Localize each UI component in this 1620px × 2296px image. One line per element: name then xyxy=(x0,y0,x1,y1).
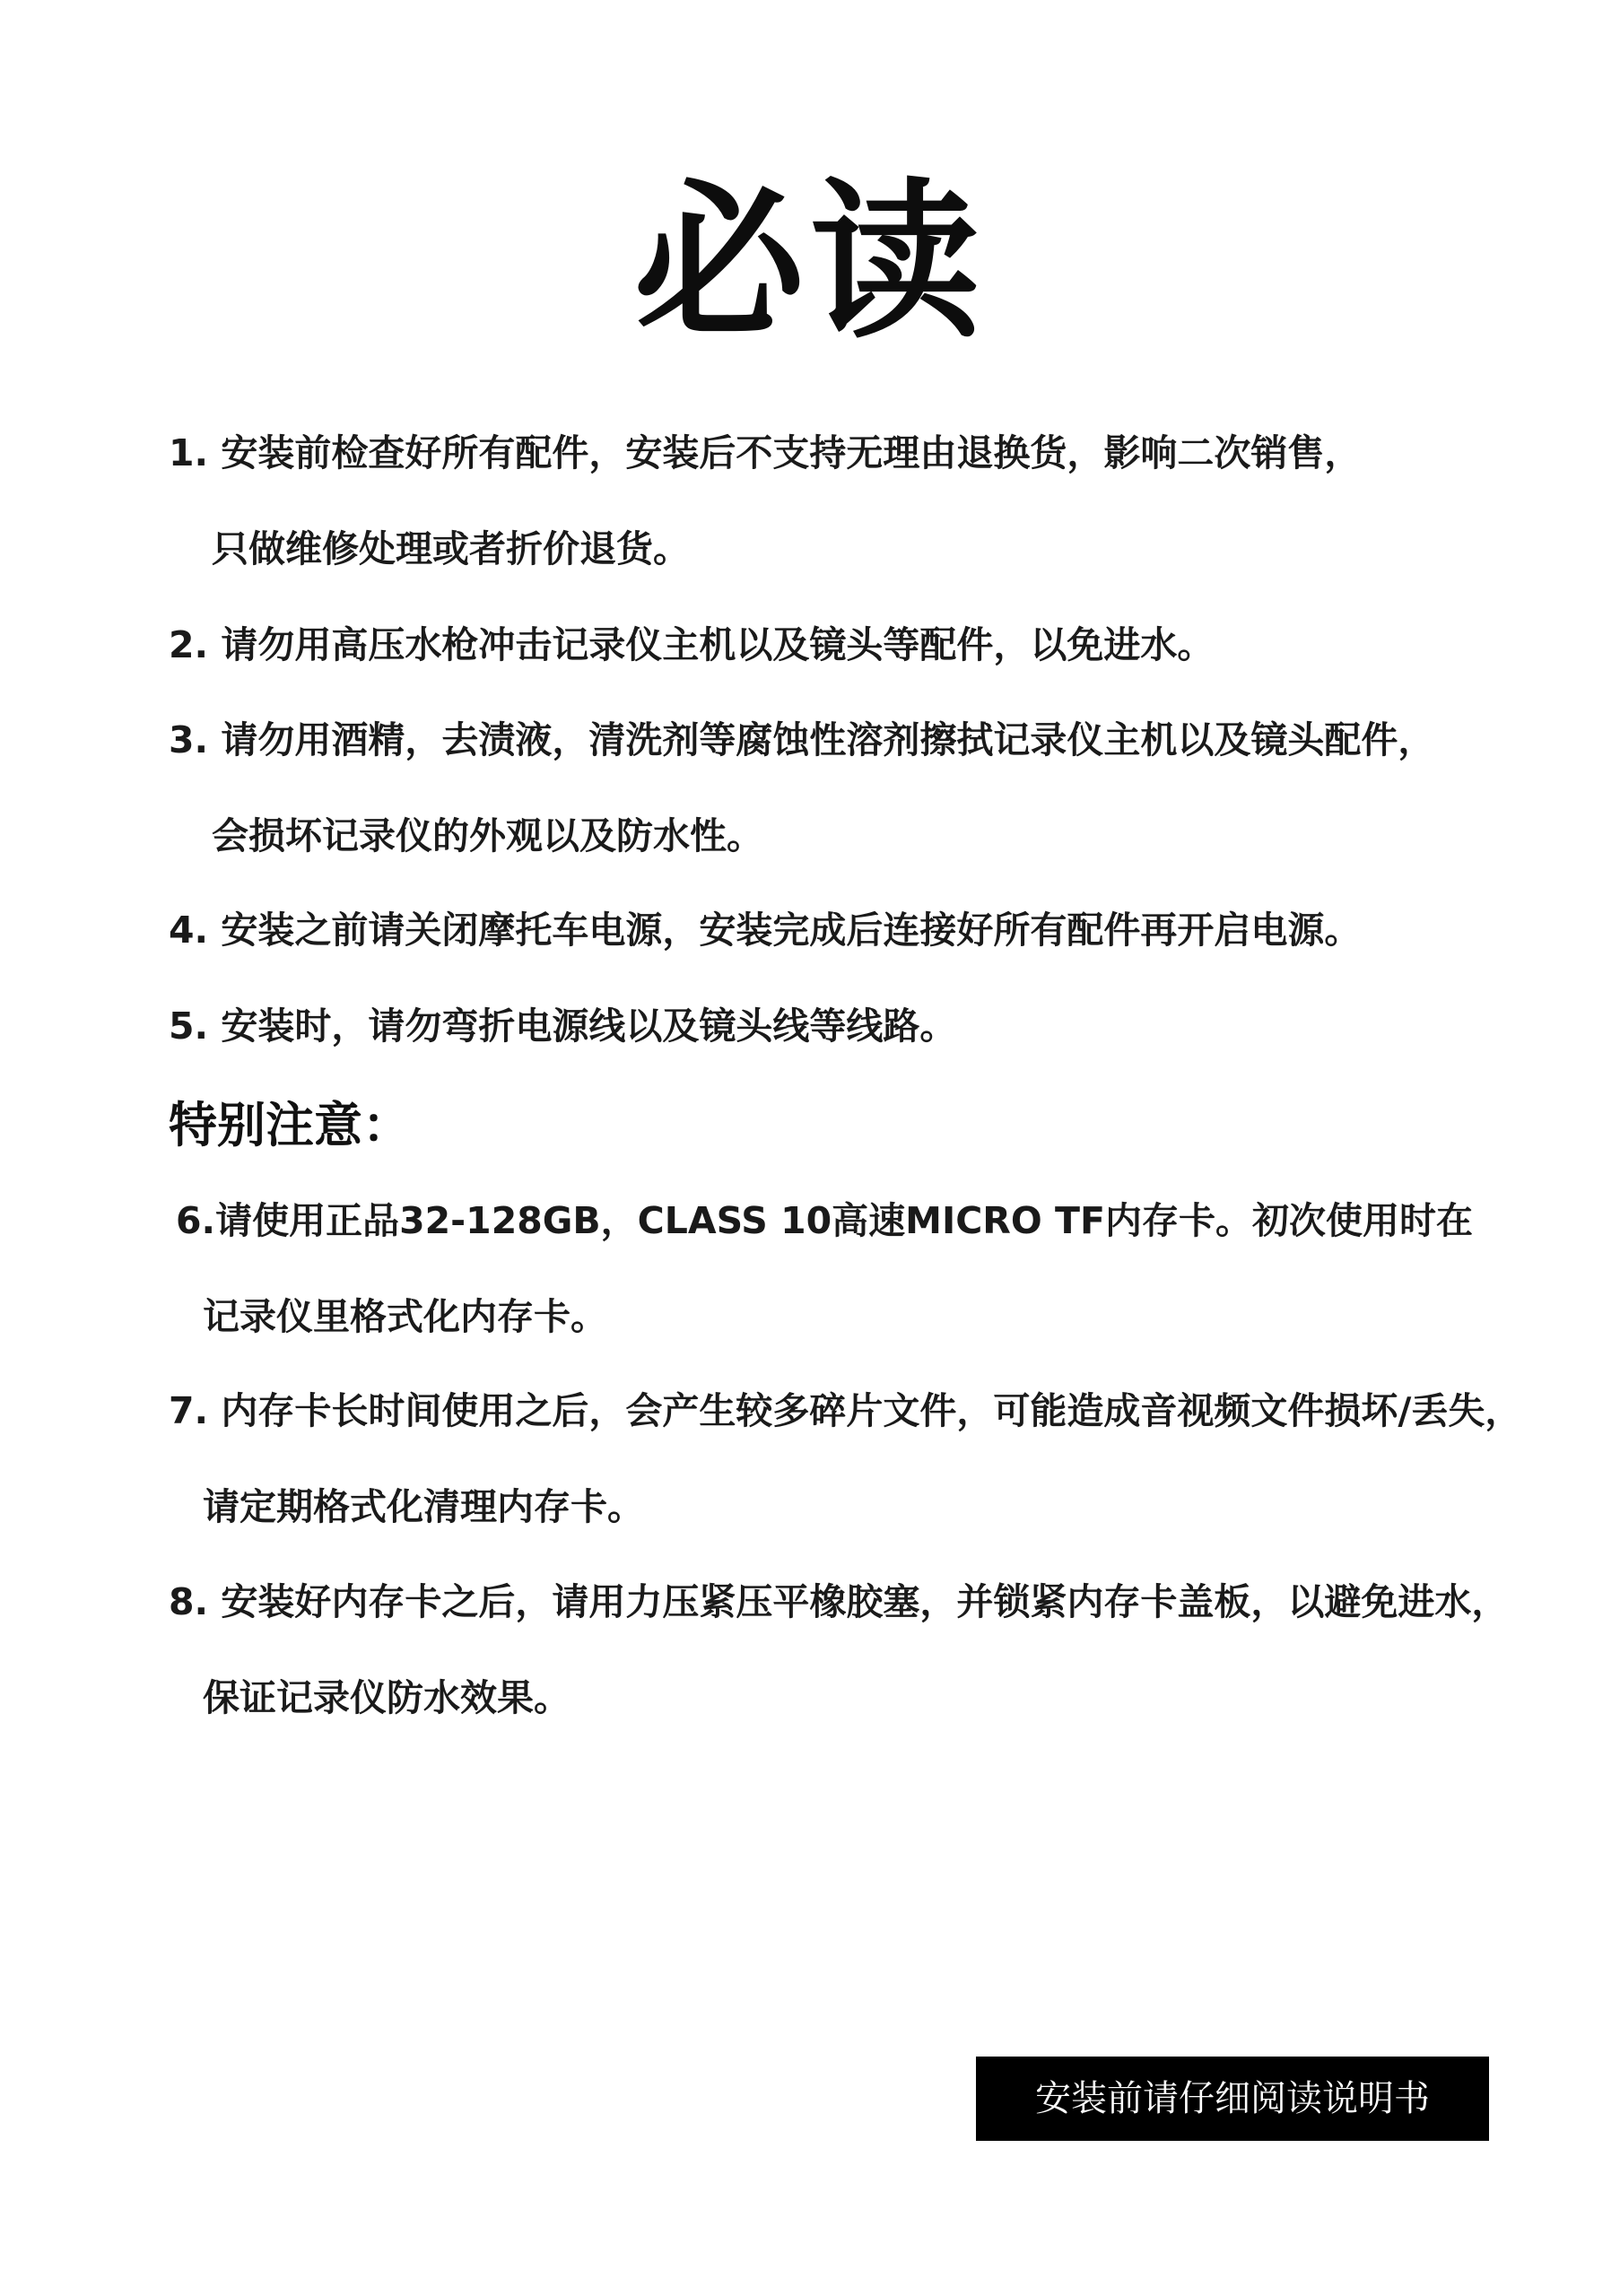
item-2 xyxy=(169,620,1214,670)
item-5 xyxy=(169,1001,956,1051)
page-title: 必读 xyxy=(633,163,986,361)
item-7 xyxy=(169,1386,1521,1436)
item-6-text: 请使用正品32-128GB，CLASS 10高速MICRO TF内存卡。初次使用时在 xyxy=(215,1199,1473,1242)
item-7-text: 内存卡长时间使用之后，会产生较多碎片文件，可能造成音视频文件损坏/丢失， xyxy=(221,1389,1522,1432)
item-1-text: 安装前检查好所有配件，安装后不支持无理由退换货，影响二次销售， xyxy=(221,431,1362,474)
item-6 xyxy=(176,1196,1473,1246)
item-5-text: 安装时，请勿弯折电源线以及镜头线等线路。 xyxy=(221,1004,957,1048)
item-1-continuation: 只做维修处理或者折价退货。 xyxy=(212,527,690,570)
item-8-continuation: 保证记录仪防水效果。 xyxy=(203,1676,570,1719)
item-4 xyxy=(169,905,1361,955)
item-7-continuation: 请定期格式化清理内存卡。 xyxy=(203,1485,644,1528)
item-7-number: 7. xyxy=(169,1389,209,1432)
special-notice-heading: 特别注意： xyxy=(169,1097,411,1153)
item-1-number: 1. xyxy=(169,431,209,474)
read-manual-notice-badge: 安装前请仔细阅读说明书 xyxy=(976,2057,1489,2141)
item-4-text: 安装之前请关闭摩托车电源，安装完成后连接好所有配件再开启电源。 xyxy=(221,909,1362,952)
item-6-number: 6. xyxy=(176,1199,216,1242)
item-2-number: 2. xyxy=(169,623,209,666)
item-3-text: 请勿用酒精，去渍液，清洗剂等腐蚀性溶剂擦拭记录仪主机以及镜头配件， xyxy=(221,718,1435,761)
item-2-text: 请勿用高压水枪冲击记录仪主机以及镜头等配件，以免进水。 xyxy=(221,623,1215,666)
item-3-continuation: 会损坏记录仪的外观以及防水性。 xyxy=(212,814,763,857)
item-8-text: 安装好内存卡之后，请用力压紧压平橡胶塞，并锁紧内存卡盖板，以避免进水， xyxy=(221,1580,1509,1623)
item-8-number: 8. xyxy=(169,1580,209,1623)
item-3 xyxy=(169,715,1434,765)
item-3-number: 3. xyxy=(169,718,209,761)
item-4-number: 4. xyxy=(169,909,209,952)
item-6-continuation: 记录仪里格式化内存卡。 xyxy=(203,1295,607,1338)
item-1 xyxy=(169,428,1361,478)
item-5-number: 5. xyxy=(169,1004,209,1048)
item-8 xyxy=(169,1577,1508,1627)
